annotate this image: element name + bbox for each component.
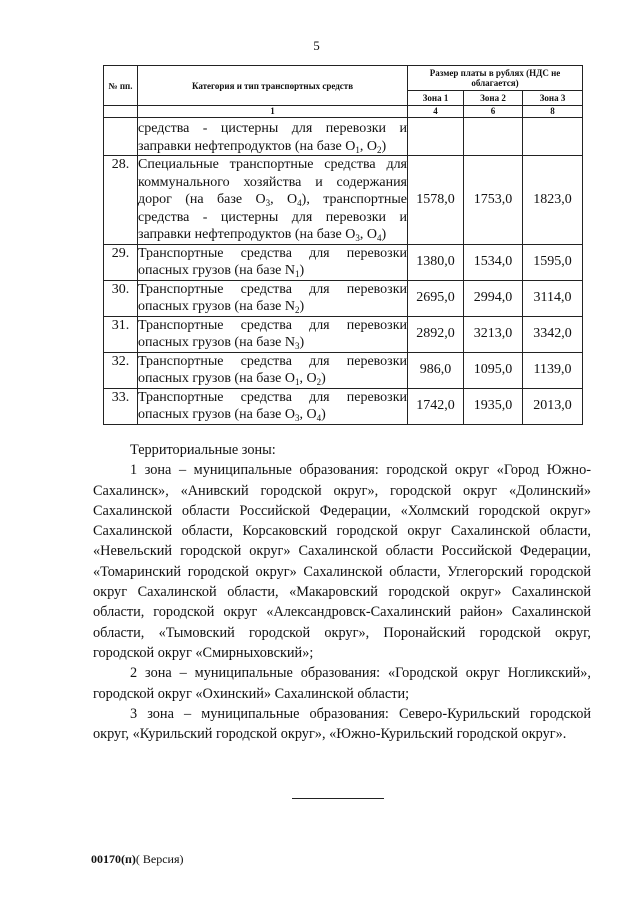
row-zone-2: 3213,0 [464, 316, 523, 352]
header-number: № пп. [104, 66, 138, 106]
document-version: ( Версия) [135, 852, 184, 866]
table-row [104, 352, 583, 388]
row-number: 30. [104, 280, 138, 316]
zone-3-paragraph: 3 зона – муниципальные образования: Северо-Курильский городской округ, «Курильский городской округ», «Южно-Курильский городской округ». [93, 705, 591, 743]
zones-heading: Территориальные зоны: [130, 442, 276, 458]
header-category: Категория и тип транспортных средств [138, 66, 408, 106]
header-zone-1: Зона 1 [408, 91, 464, 106]
header-zone-2: Зона 2 [464, 91, 523, 106]
row-zone-1: 1742,0 [408, 388, 464, 424]
row-zone-3: 3114,0 [523, 280, 583, 316]
row-description: Транспортные средства для перевозки опасных грузов (на базе $N_2$) [138, 281, 407, 315]
row-zone-1: 2892,0 [408, 316, 464, 352]
header-fee: Размер платы в рублях (НДС не облагается) [408, 66, 583, 91]
row-description: Транспортные средства для перевозки опасных грузов (на базе $O_1$, $O_2$) [138, 353, 407, 387]
index-zone-3: 8 [523, 106, 583, 118]
row-description: Специальные транспортные средства для коммунального хозяйства и содержания дорог (на базе $O_3$, $O_4$), транспортные средства - цистерны для перевозки и заправки нефтепродуктов (на базе $O_3$, $O_4$) [138, 157, 407, 243]
row-zone-3: 1139,0 [523, 352, 583, 388]
row-zone-3: 3342,0 [523, 316, 583, 352]
table-header-row [104, 66, 583, 91]
table-row [104, 156, 583, 245]
table-row [104, 244, 583, 280]
document-footer [91, 852, 184, 867]
end-rule [292, 798, 384, 799]
index-category: 1 [138, 106, 408, 118]
row-zone-1: 1380,0 [408, 244, 464, 280]
row-zone-1: 1578,0 [408, 156, 464, 245]
document-code: 00170(п) [91, 852, 136, 866]
row-number: 32. [104, 352, 138, 388]
row-zone-2: 1753,0 [464, 156, 523, 245]
row-number: 28. [104, 156, 138, 245]
table-index-row [104, 106, 583, 118]
row-number: 31. [104, 316, 138, 352]
row-description: средства - цистерны для перевозки и заправки нефтепродуктов (на базе $O_1$, $O_2$) [138, 118, 408, 156]
page-number: 5 [313, 38, 320, 53]
row-number: 33. [104, 388, 138, 424]
territorial-zones-section [93, 440, 591, 744]
zone-2-paragraph: 2 зона – муниципальные образования: «Городской округ Ногликский», городской округ «Охинский» Сахалинской области; [93, 665, 591, 702]
row-zone-1: 986,0 [408, 352, 464, 388]
table-row-continuation [104, 118, 583, 156]
index-zone-2: 6 [464, 106, 523, 118]
index-number [104, 106, 138, 118]
header-zone-3: Зона 3 [523, 91, 583, 106]
row-zone-3: 2013,0 [523, 388, 583, 424]
row-zone-2 [464, 118, 523, 156]
table-row [104, 280, 583, 316]
row-number [104, 118, 138, 156]
row-zone-2: 1095,0 [464, 352, 523, 388]
row-description: Транспортные средства для перевозки опасных грузов (на базе $N_1$) [138, 245, 407, 279]
row-description: Транспортные средства для перевозки опасных грузов (на базе $O_3$, $O_4$) [138, 389, 407, 423]
row-zone-2: 2994,0 [464, 280, 523, 316]
row-zone-1 [408, 118, 464, 156]
row-zone-3 [523, 118, 583, 156]
table-row [104, 388, 583, 424]
row-zone-2: 1935,0 [464, 388, 523, 424]
index-zone-1: 4 [408, 106, 464, 118]
row-zone-3: 1595,0 [523, 244, 583, 280]
row-number: 29. [104, 244, 138, 280]
zone-1-paragraph: 1 зона – муниципальные образования: городской округ «Город Южно-Сахалинск», «Анивский городской округ», городской округ «Долинский» Сахалинской области Российской Федерации, «Холмский городской округ» Сахалинской области, Корсаковский городской округ Сахалинской области, «Невельский городской округ» Сахалинской области Российской Федерации, «Томаринский городской округ» Сахалинской области, Углегорский городской округ Сахалинской области, «Макаровский городской округ» Сахалинской области, городской округ «Александровск-Сахалинский район» Сахалинской области, «Тымовский городской округ», Поронайский городской округ, городской округ «Смирныховский»; [93, 462, 591, 661]
row-zone-1: 2695,0 [408, 280, 464, 316]
table-row [104, 316, 583, 352]
row-description: Транспортные средства для перевозки опасных грузов (на базе $N_3$) [138, 317, 407, 351]
row-zone-2: 1534,0 [464, 244, 523, 280]
row-zone-3: 1823,0 [523, 156, 583, 245]
fee-table [103, 65, 583, 425]
